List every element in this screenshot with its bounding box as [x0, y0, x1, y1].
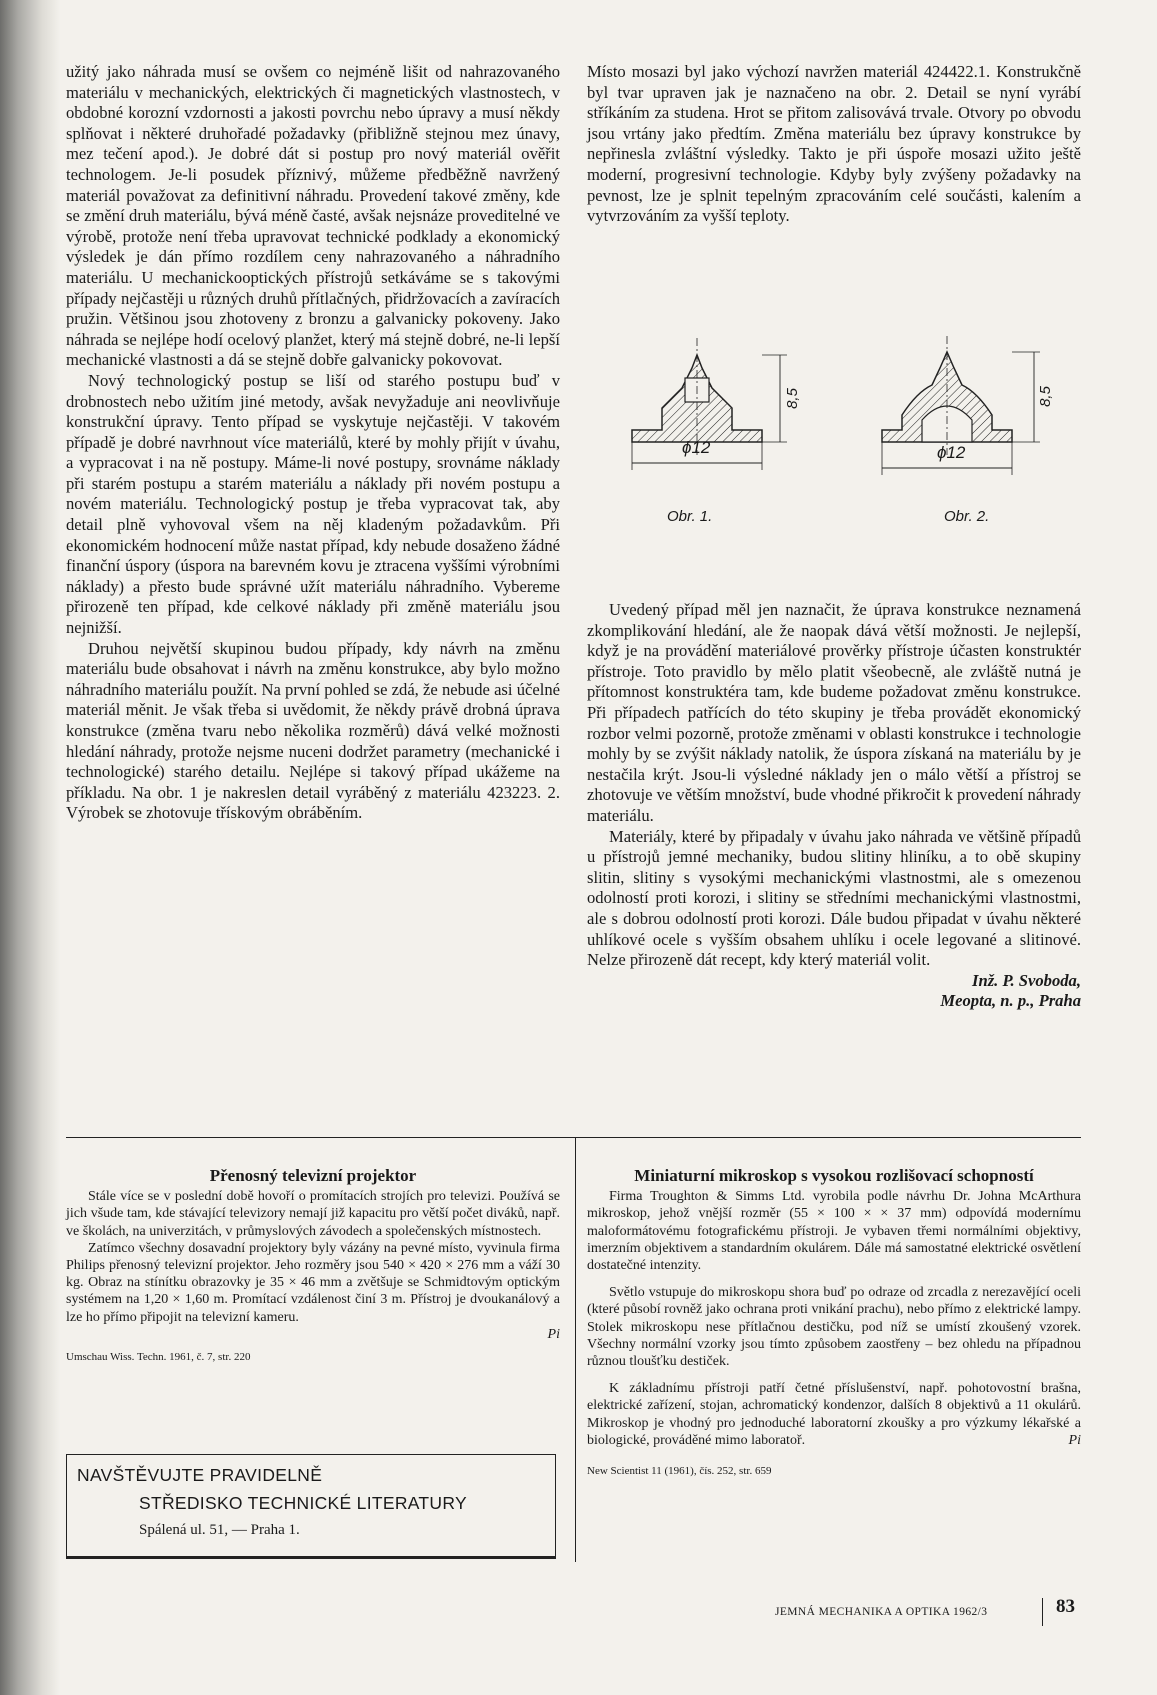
paragraph: Zatímco všechny dosavadní projektory byly vázány na pevné místo, vyvinula firma Philips přenosný televizní projektor. Jeho rozměry jsou 540 × 420 × 276 mm a váží 30 kg. Obraz na stínítku obrazovky je 35 × 46 mm a zvětšuje se Schmidtovým optickým systémem na 1,20 × 1,60 m. Promítací vzdálenost činí 3 m. Přístroj je dvoukanálový a lze ho přímo připojit na televizní kameru. [66, 1240, 560, 1325]
author-name: Inž. P. Svoboda, [972, 970, 1081, 990]
advert-underline [66, 1556, 556, 1559]
article-signature: Pi [1068, 1433, 1081, 1449]
page-binding-shadow [0, 0, 60, 1695]
left-column [66, 62, 560, 824]
paragraph: Materiály, které by připadaly v úvahu jako náhrada ve většině případů u přístrojů jemné mechaniky, budou slitiny hliníku, a to obě skupiny slitin, slitiny s vysokými mechanickými vlastnostmi, ale s omezenou odolností proti korozi, i slitiny se středními mechanickými vlastnostmi, ale s dobrou odolností proti korozi. Dále budou připadat v úvahu některé uhlíkové ocele s vyšším obsahem uhlíku i ocele legované a slitinové. Nelze přirozeně dát recept, kdy který materiál volit. [587, 826, 1081, 970]
section-divider [66, 1137, 1081, 1138]
paragraph: Druhou největší skupinou budou případy, kdy návrh na změnu materiálu bude obsahovat i návrh na změnu konstrukce, aby bylo možno náhradního materiálu použít. Na první pohled se zdá, že nebude asi účelné materiál měnit. Je však třeba si uvědomit, že někdy právě drobná úprava konstrukce (změna tvaru nebo několika rozměrů) dává velké možnosti hledání náhrady, protože nejsme nuceni dodržet parametry (mechanické i technologické) starého detailu. Nejlépe si takový případ ukážeme na příkladu. Na obr. 1 je nakreslen detail vyráběný z materiálu 423223. 2. Výrobek se zhotovuje třískovým obráběním. [66, 638, 560, 823]
author-affiliation: Meopta, n. p., Praha [940, 991, 1081, 1011]
column-divider [575, 1137, 576, 1562]
paragraph: Místo mosazi byl jako výchozí navržen materiál 424422.1. Konstrukčně byl tvar upraven jak je naznačeno na obr. 2. Detail se nyní vyrábí stříkáním za studena. Hrot se přitom zalisovává trvale. Otvory po obvodu jsou vrtány jako předtím. Změna materiálu bez úpravy konstrukce by nepřinesla zvláštní výsledky. Takto je při úspoře mosazi užito ještě moderní, progresivní technologie. Kdyby byly zvýšeny požadavky na pevnost, lze je splnit tepelným zpracováním celé součásti, kalením a vytvrzováním za vyšší teploty. [587, 62, 1081, 226]
paragraph: K základnímu přístroji patří četné příslušenství, např. pohotovostní brašna, elektrické zařízení, stojan, achromatický kondenzor, dalších 8 objektivů a 11 okulárů. Mikroskop je vhodný pro jednoduché laboratorní zkoušky a pro výzkumy lékařské a biologické, prováděné mimo laboratoř. [587, 1381, 1081, 1448]
article-source: Umschau Wiss. Techn. 1961, č. 7, str. 220 [66, 1351, 251, 1364]
right-column-top [587, 62, 1081, 227]
footer-separator [1042, 1598, 1043, 1626]
paragraph: Firma Troughton & Simms Ltd. vyrobila podle návrhu Dr. Johna McArthura mikroskop, jehož vnější rozměr (55 × 100 × × 37 mm) odpovídá modernímu maloformátovému fotografickému přístroji. Je vybaven třemi normálními objektivy, imerzním objektivem a standardním okulárem. Dále má samostatné elektrické osvětlení dostatečné intenzity. [587, 1189, 1081, 1274]
figure-1-diameter: ϕ12 [682, 438, 711, 457]
paragraph: Světlo vstupuje do mikroskopu shora buď po odraze od zrcadla z nerezavějící oceli (které působí rovněž jako ochrana proti vnikání prachu), nebo přímo z elektrické lampy. Stolek mikroskopu nese přítlačnou destičku, pod níž se umístí zkoušený vzorek. Všechny normální vzorky jsou tímto způsobem zaostřeny – bez ohledu na případnou různou tloušťku destiček. [587, 1285, 1081, 1370]
projector-article [66, 1167, 560, 1366]
advert-line-2: STŘEDISKO TECHNICKÉ LITERATURY [139, 1493, 467, 1513]
paragraph: Nový technologický postup se liší od starého postupu buď v drobnostech nebo užitím jiné metody, avšak nevyžaduje ani neovlivňuje konstrukční úpravy. Tento případ se vyskytuje nejčastěji. V takovém případě je dobré navrhnout více materiálů, které by mohly přijít v úvahu, a vypracovat i na ně postupy. Máme-li nové postupy, srovnáme náklady při starém postupu a starém materiálu a náklady při novém postupu a novém materiálu. Technologický postup je třeba vypracovat tak, aby detail plně vyhovoval všem na něj kladeným požadavkům. Při ekonomickém hodnocení může nastat případ, kdy nebude dosaženo žádné finanční úspory (úspora na barevném kovu je ztracena vyššími výrobními náklady) a přesto bude správné užít materiálu náhradního. Vybereme přirozeně ten případ, kde celkové náklady při změně materiálu jsou nejnižší. [66, 370, 560, 638]
paragraph: Stále více se v poslední době hovoří o promítacích strojích pro televizi. Používá se jich všude tam, kde stávající televizory nemají již kapacitu pro větší počet diváků, např. ve školách, na univerzitách, v průmyslových závodech a společenských místnostech. [66, 1189, 560, 1239]
advert-line-1: NAVŠTĚVUJTE PRAVIDELNĚ [77, 1465, 323, 1485]
article-title: Miniaturní mikroskop s vysokou rozlišovací schopností [634, 1166, 1034, 1185]
advert-box [66, 1454, 556, 1558]
technical-drawings [622, 330, 1062, 530]
journal-footer: JEMNÁ MECHANIKA A OPTIKA 1962/3 [775, 1606, 988, 1618]
article-title: Přenosný televizní projektor [209, 1166, 417, 1185]
article-signature: Pi [547, 1326, 560, 1342]
figure-1-height: 8,5 [783, 388, 801, 409]
paragraph: užitý jako náhrada musí se ovšem co nejméně lišit od nahrazovaného materiálu v mechanických, elektrických či magnetických vlastnostech, v obdobné korozní vzdornosti a jakosti povrchu nebo úpravy a musí někdy splňovat i některé druhořadé požadavky (přibližně stejnou mez únavy, mez tečení apod.). Je dobré dát si postup pro nový materiál ověřit technologem. Je-li posudek příznivý, můžeme předběžně navržený materiál považovat za definitivní náhradu. Provedení takové změny, kde se změní druh materiálu, bývá méně časté, avšak nejsnáze proveditelné ve výrobě, protože není třeba upravovat technické podklady a ekonomický výsledek je dán přímo rozdílem ceny nahrazovaného a náhradního materiálu. U mechanickooptických přístrojů setkáváme se s takovými případy nejčastěji u různých druhů přítlačných, přidržovacích a zavíracích pružin. Většinou jsou zhotoveny z bronzu a galvanicky pokoveny. Jako náhrada se nejlépe hodí ocelový planžet, který má stejně dobré, ne-li lepší mechanické vlastnosti a dá se stejně dobře galvanicky pokovovat. [66, 62, 560, 370]
page-number: 83 [1056, 1596, 1075, 1617]
right-column-bottom [587, 600, 1081, 1012]
microscope-article [587, 1167, 1081, 1480]
article-source: New Scientist 11 (1961), čís. 252, str. 659 [587, 1465, 772, 1478]
figure-2-height: 8,5 [1036, 386, 1054, 407]
figure-2-diameter: ϕ12 [937, 443, 966, 462]
paragraph: Uvedený případ měl jen naznačit, že úprava konstrukce neznamená zkomplikování hledání, ale že naopak dává větší možnosti. Je nejlepší, když je na provádění materiálové prověrky přístroje účasten konstruktér přístroje. Toto pravidlo by mělo platit všeobecně, ale zvláště nutná je přítomnost konstruktéra tam, kde budeme požadovat změnu konstrukce. Při případech patřících do této skupiny je třeba provádět ekonomický rozbor velmi pozorně, protože změnami v oblasti konstrukce i technologie mohly by se zvýšit náklady natolik, že úspora získaná na materiálu by je nestačila krýt. Jsou-li výsledné náklady jen o málo větší a přístroj se zhotovuje ve větším množství, bude vhodné přikročit k provedení náhrady materiálu. [587, 600, 1082, 825]
figure-1-caption: Obr. 1. [667, 508, 713, 525]
figure-2-caption: Obr. 2. [944, 508, 990, 525]
figure-1-drawing [622, 330, 1062, 530]
advert-address: Spálená ul. 51, — Praha 1. [139, 1522, 300, 1538]
